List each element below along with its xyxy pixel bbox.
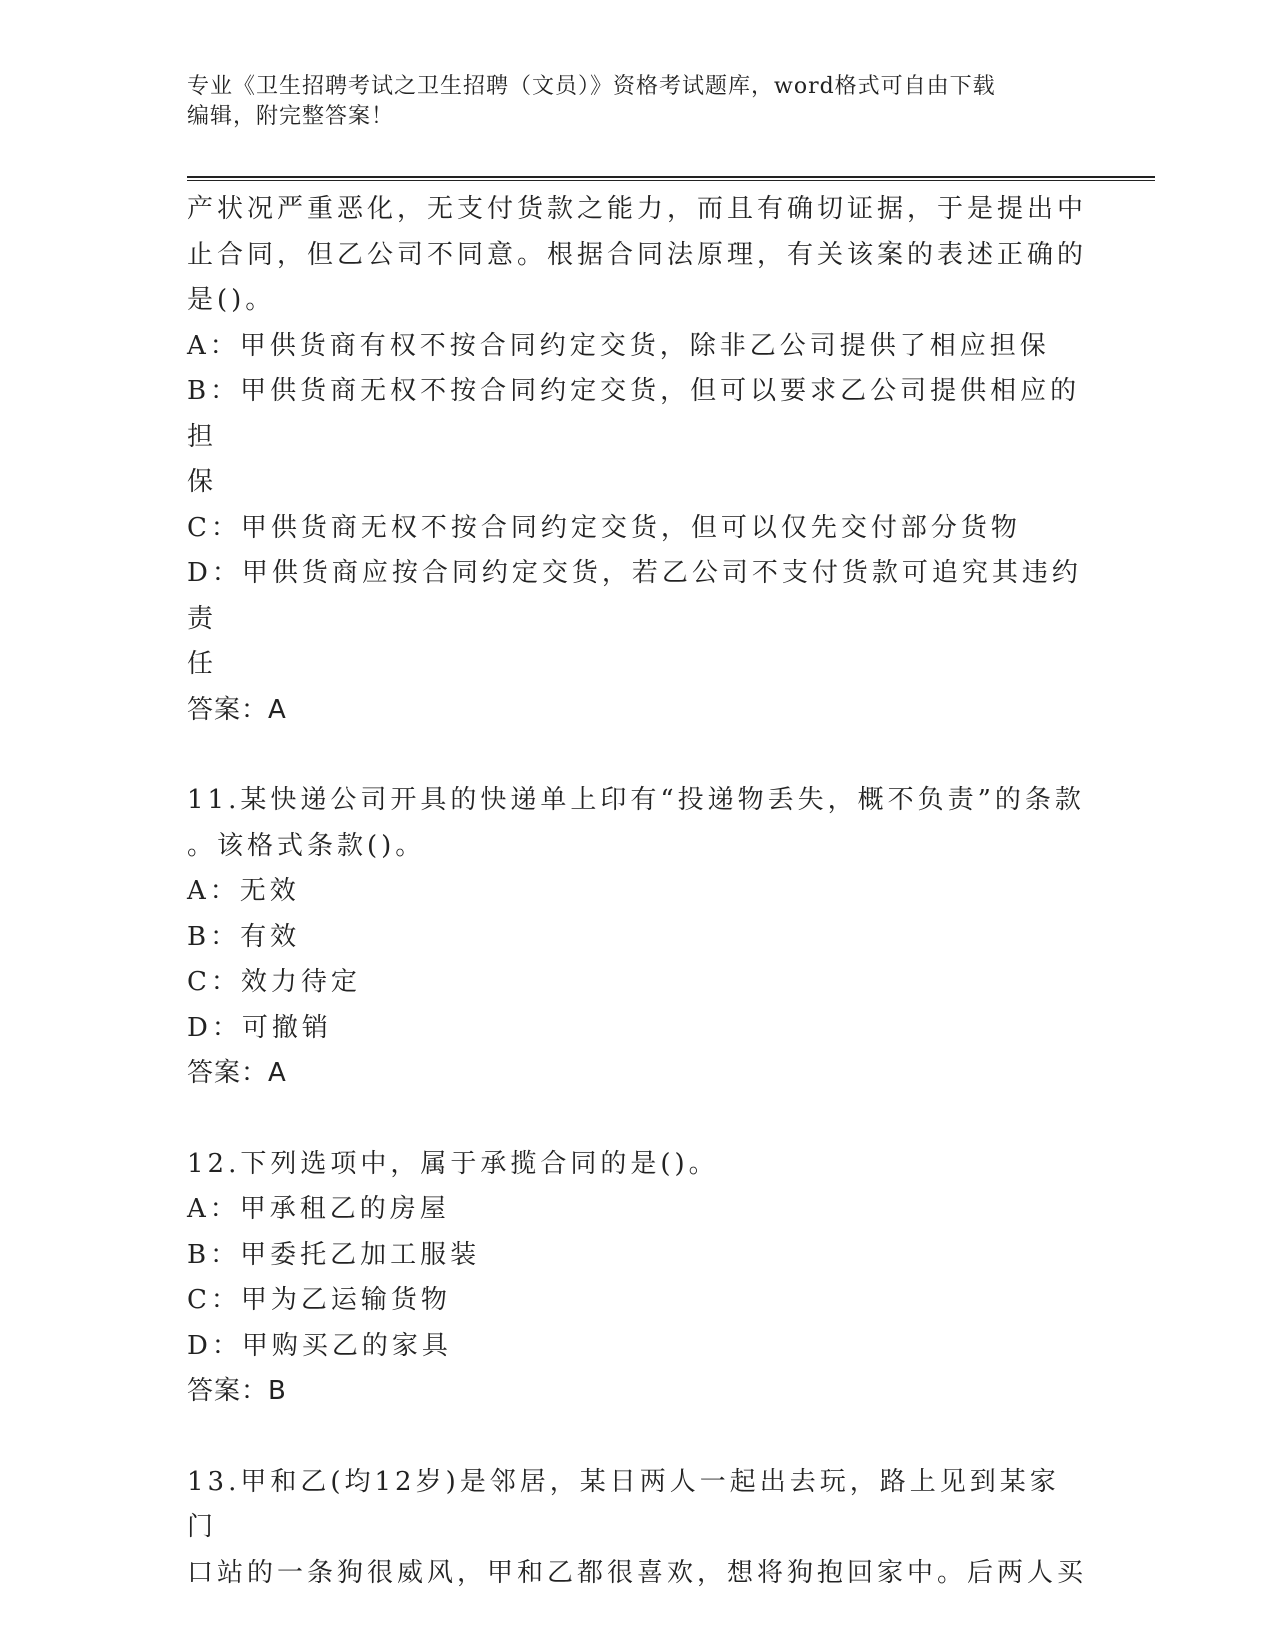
answer-line: 答案：A	[187, 694, 287, 725]
question-line: C：甲为乙运输货物	[187, 1285, 451, 1315]
question-line: 是()。	[187, 285, 276, 315]
question-line: C：效力待定	[187, 967, 361, 997]
question-line: C：甲供货商无权不按合同约定交货，但可以仅先交付部分货物	[187, 512, 1021, 543]
question-block	[187, 1142, 1087, 1415]
question-block	[187, 778, 1087, 1097]
question-line: 11.某快递公司开具的快递单上印有“投递物丢失，概不负责”的条款	[187, 785, 1085, 815]
question-line: 止合同，但乙公司不同意。根据合同法原理，有关该案的表述正确的	[187, 239, 1088, 270]
header-line-2: 编辑，附完整答案！	[187, 104, 395, 129]
header-line-1: 专业《卫生招聘考试之卫生招聘（文员）》资格考试题库，word格式可自由下载	[187, 74, 996, 99]
question-line: B：甲委托乙加工服装	[187, 1239, 481, 1270]
question-line: B：有效	[187, 921, 301, 952]
question-line: 。该格式条款()。	[187, 830, 426, 861]
question-line: 13.甲和乙(均12岁)是邻居，某日两人一起出去玩，路上见到某家门	[187, 1466, 1060, 1542]
question-line: 任	[187, 649, 218, 679]
question-line: 口站的一条狗很威风，甲和乙都很喜欢，想将狗抱回家中。后两人买	[187, 1557, 1088, 1588]
header-divider	[187, 176, 1155, 181]
answer-line: 答案：A	[187, 1058, 287, 1088]
question-line: D：可撤销	[187, 1012, 332, 1043]
question-list	[187, 187, 1087, 1596]
question-line: 12.下列选项中，属于承揽合同的是()。	[187, 1148, 719, 1179]
question-line: A：无效	[187, 876, 300, 906]
question-line: 保	[187, 467, 218, 497]
question-line: D：甲供货商应按合同约定交货，若乙公司不支付货款可追究其违约责	[187, 558, 1082, 634]
question-block	[187, 1460, 1087, 1597]
question-line: B：甲供货商无权不按合同约定交货，但可以要求乙公司提供相应的担	[187, 376, 1081, 452]
question-line: D：甲购买乙的家具	[187, 1330, 452, 1361]
question-line: 产状况严重恶化，无支付货款之能力，而且有确切证据，于是提出中	[187, 194, 1088, 224]
question-line: A：甲供货商有权不按合同约定交货，除非乙公司提供了相应担保	[187, 330, 1050, 361]
question-line: A：甲承租乙的房屋	[187, 1194, 450, 1224]
page-header	[187, 72, 1087, 132]
answer-line: 答案：B	[187, 1376, 287, 1406]
question-block	[187, 187, 1087, 733]
